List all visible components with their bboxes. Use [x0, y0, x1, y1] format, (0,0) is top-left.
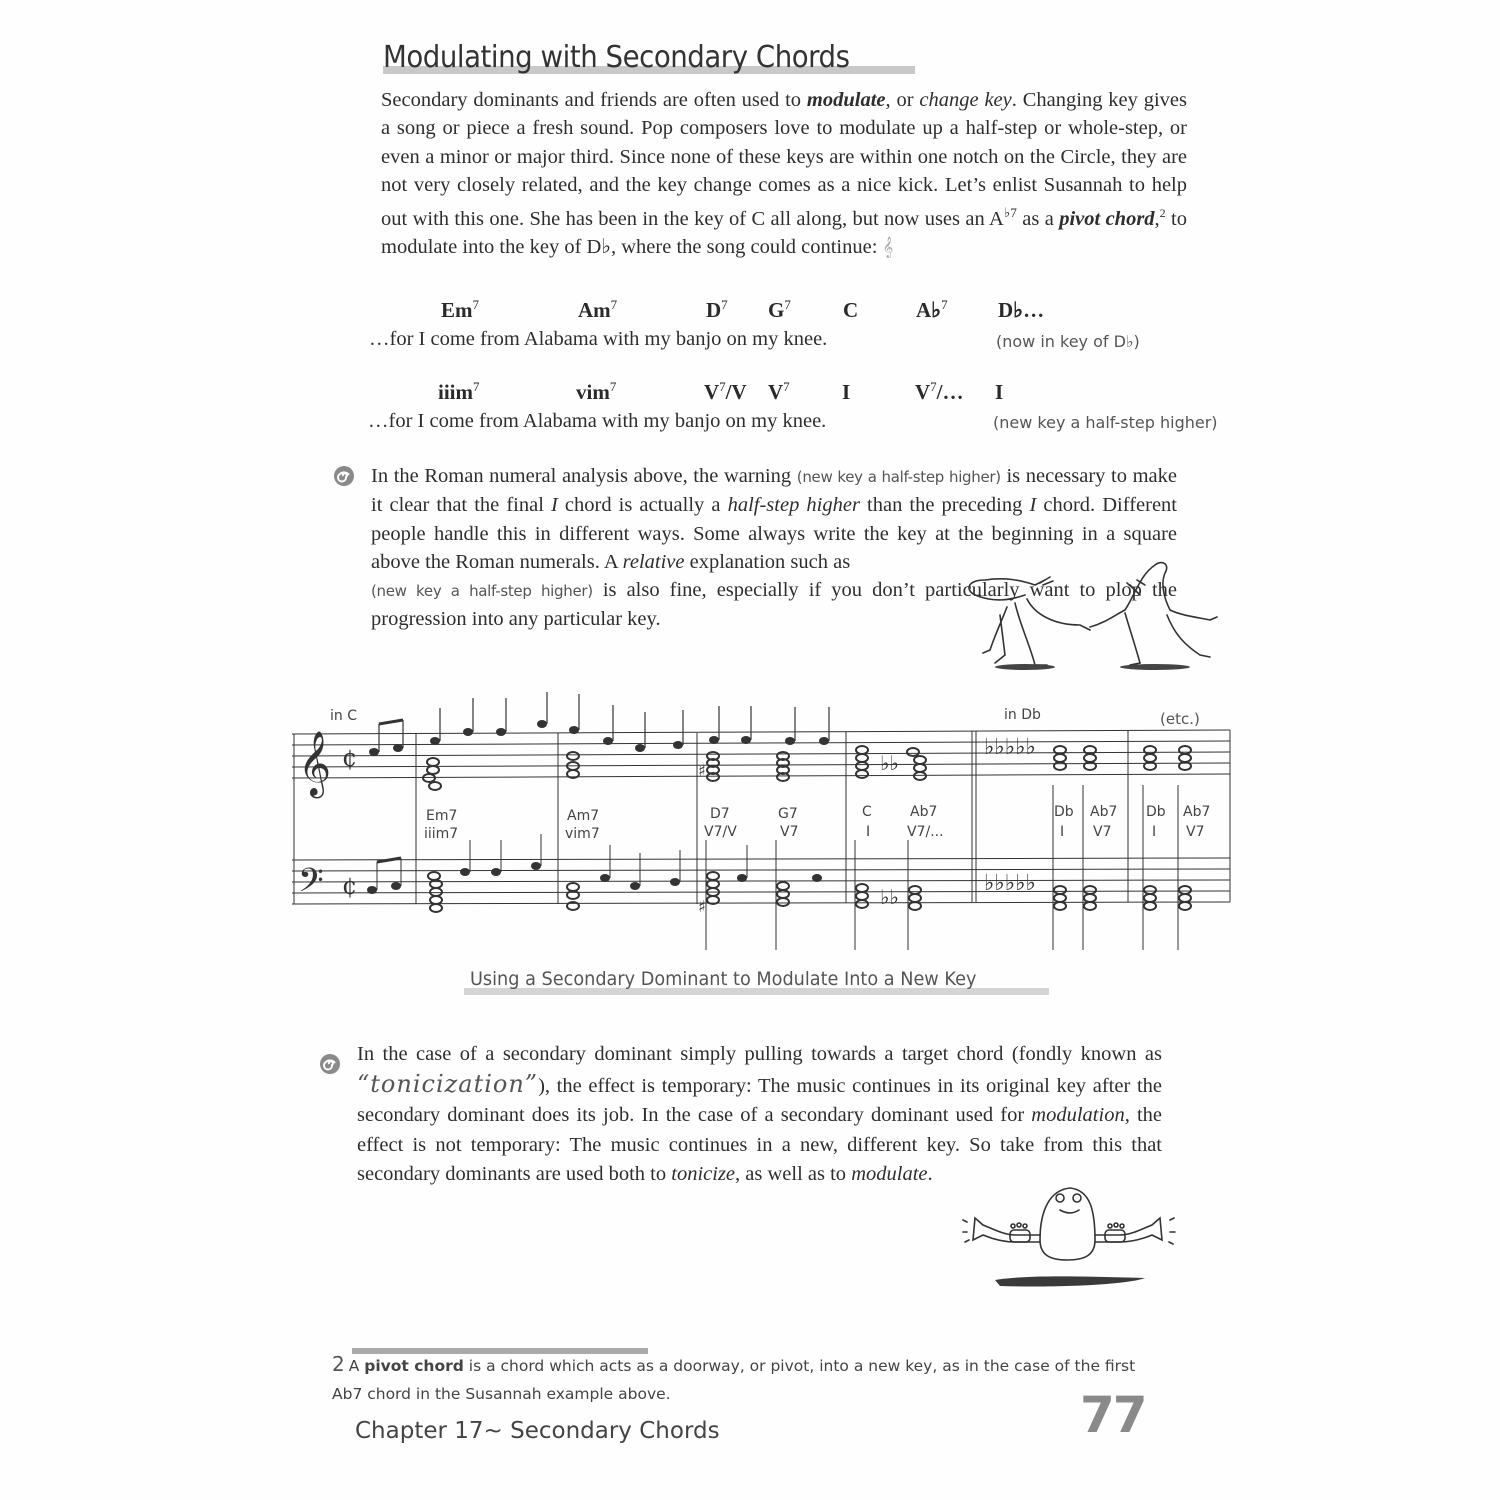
svg-text:♯: ♯ — [698, 897, 706, 916]
page-title: Modulating with Secondary Chords — [383, 40, 850, 75]
text: chord is actually a — [557, 494, 728, 517]
emphasis-change-key: change key — [919, 89, 1012, 111]
score-numeral-label: iiim7 — [424, 826, 459, 842]
key-label-c: in C — [330, 708, 357, 724]
score-numeral-label: V7/... — [907, 824, 944, 840]
chord-symbol: C — [843, 298, 859, 322]
treble-clef-icon: 𝄞 — [882, 237, 894, 258]
text: , — [1154, 208, 1160, 231]
text: is necessary to make it clear that the final — [371, 465, 1177, 517]
page-number: 77 — [1080, 1386, 1146, 1444]
text: than the preceding — [859, 494, 1030, 517]
svg-text:¢: ¢ — [342, 744, 358, 772]
text: is also fine, especially if you don’t particularly want to plop the progression into any particular key. — [371, 579, 1177, 631]
emphasis: modulate — [851, 1163, 928, 1185]
roman-numeral: I — [842, 380, 851, 404]
svg-text:♯: ♯ — [698, 761, 706, 780]
emphasis: modulation — [1031, 1104, 1125, 1126]
emphasis: relative — [622, 550, 685, 573]
score-numeral-label: V7 — [1186, 824, 1205, 840]
etc-label: (etc.) — [1160, 710, 1200, 728]
svg-text:♭♭♭♭♭: ♭♭♭♭♭ — [984, 871, 1036, 896]
spiral-bullet-icon — [319, 1053, 341, 1075]
roman-numeral: vim$^7$ — [576, 379, 617, 404]
svg-text:¢: ¢ — [342, 872, 358, 900]
text: ), the effect is temporary: The music continues in its original key after the secondary dominant does its job. In the case of a secondary dominant used for — [357, 1074, 1162, 1126]
text: is a chord which acts as a doorway, or pivot, into a new key, as in the case of the first Ab7 chord in the Susannah example above. — [332, 1357, 1136, 1403]
score-chord-label: Em7 — [426, 808, 458, 824]
roman-numeral: $V^7/\dots$ — [915, 379, 964, 404]
text: Secondary dominants and friends are often used to — [381, 89, 807, 111]
footnote-ref[interactable]: 2 — [1159, 206, 1166, 221]
numeral-I: I — [1029, 494, 1037, 517]
tonicization-paragraph — [357, 1040, 1162, 1190]
term-tonicization: “tonicization” — [357, 1069, 539, 1098]
score-chord-label: D7 — [710, 806, 730, 822]
text: as a — [1016, 208, 1060, 231]
svg-text:♭♭: ♭♭ — [880, 885, 899, 909]
handwritten-note: (new key a half-step higher) — [796, 468, 1001, 486]
score-numeral-label: V7 — [1093, 824, 1112, 840]
trumpet-creature-illustration — [955, 1180, 1185, 1310]
handwritten-note: (new key a half-step higher) — [371, 582, 593, 601]
roman-numeral: iiim$^7$ — [438, 379, 480, 404]
chord-symbol: A♭$^7$ — [916, 297, 948, 322]
dancing-figures-illustration — [955, 555, 1235, 680]
chord-symbol: $D^7$ — [706, 297, 728, 322]
text: , as well as to — [735, 1163, 852, 1185]
score-chord-label: C — [862, 804, 872, 820]
text: In the case of a secondary dominant simply pulling towards a target chord (fondly known as — [357, 1043, 1162, 1065]
treble-clef-icon: 𝄞 — [298, 731, 332, 796]
caption-text: Using a Secondary Dominant to Modulate Into a New Key — [470, 968, 977, 990]
score-numeral-label: I — [866, 824, 871, 840]
score-numeral-label: V7 — [780, 824, 799, 840]
chord-symbol: $G^7$ — [768, 297, 791, 322]
text: In the Roman numeral analysis above, the warning — [371, 465, 797, 487]
score-chord-label: Ab7 — [910, 804, 938, 820]
term-pivot-chord: pivot chord — [1059, 208, 1155, 231]
text: A — [348, 1357, 365, 1375]
text: . — [927, 1163, 933, 1185]
key-label-db: in Db — [1004, 707, 1041, 723]
score-numeral-label: I — [1060, 824, 1065, 840]
text: , or — [885, 89, 920, 111]
score-chord-label: Ab7 — [1183, 804, 1211, 820]
spiral-bullet-icon — [333, 465, 355, 487]
score-chord-label: Db — [1054, 804, 1074, 820]
text: . Changing key gives a song or piece a fresh sound. Pop composers love to modulate up a half-step or whole-step, or even a minor or major third. Since none of these keys are within one notch on the Circle, they are not very closely related, and the key change comes as a nice kick. Let’s enlist Susannah to help out with this one. She has been in the key of C all along, but now uses an A — [381, 89, 1188, 231]
score-chord-label: Am7 — [567, 808, 600, 824]
lyric-line: …for I come from Alabama with my banjo on my knee. — [369, 328, 828, 350]
chord-symbol: Am$^7$ — [578, 297, 618, 322]
text: , the effect is not temporary: The music continues in a new, different key. So take from this that secondary dominants are used both to — [357, 1104, 1163, 1185]
footnote — [332, 1350, 1162, 1408]
bass-clef-icon: 𝄢 — [298, 862, 324, 908]
figure-caption — [470, 968, 1015, 990]
music-score — [290, 690, 1235, 960]
emphasis: tonicize — [671, 1163, 736, 1185]
text: explanation such as — [684, 550, 851, 573]
chord-symbol: Em$^7$ — [441, 297, 479, 322]
lyric-line: …for I come from Alabama with my banjo on my knee. — [368, 410, 827, 432]
score-chord-label: Db — [1146, 804, 1166, 820]
term-pivot-chord: pivot chord — [364, 1357, 464, 1375]
key-annotation: (now in key of D♭) — [996, 332, 1140, 351]
emphasis: half-step higher — [727, 494, 860, 517]
roman-numeral: $V^7/V$ — [704, 379, 747, 404]
score-numeral-label: I — [1152, 824, 1157, 840]
score-chord-label: Ab7 — [1090, 804, 1118, 820]
section-heading — [383, 40, 890, 75]
superscript: ♭7 — [1003, 205, 1017, 221]
score-numeral-label: V7/V — [704, 824, 737, 840]
score-chord-label: G7 — [778, 806, 798, 822]
chord-symbol: D♭… — [998, 298, 1045, 322]
emphasis-modulate: modulate — [806, 89, 886, 111]
roman-numeral: $V^7$ — [768, 379, 790, 404]
text: chord. Different people handle this in different ways. Some always write the key at the beginning in a square above the Roman numerals. A — [371, 494, 1177, 573]
score-numeral-label: vim7 — [565, 826, 600, 842]
text: to modulate into the key of D♭, where the song could continue: — [381, 208, 1187, 259]
numeral-I: I — [550, 494, 558, 517]
chapter-footer: Chapter 17~ Secondary Chords — [355, 1418, 720, 1444]
roman-numeral: I — [995, 380, 1004, 404]
intro-paragraph — [381, 86, 1187, 262]
svg-text:♭♭: ♭♭ — [880, 751, 899, 775]
footnote-number: 2 — [332, 1352, 345, 1376]
key-annotation: (new key a half-step higher) — [993, 413, 1218, 432]
svg-text:♭♭♭♭♭: ♭♭♭♭♭ — [984, 735, 1036, 760]
